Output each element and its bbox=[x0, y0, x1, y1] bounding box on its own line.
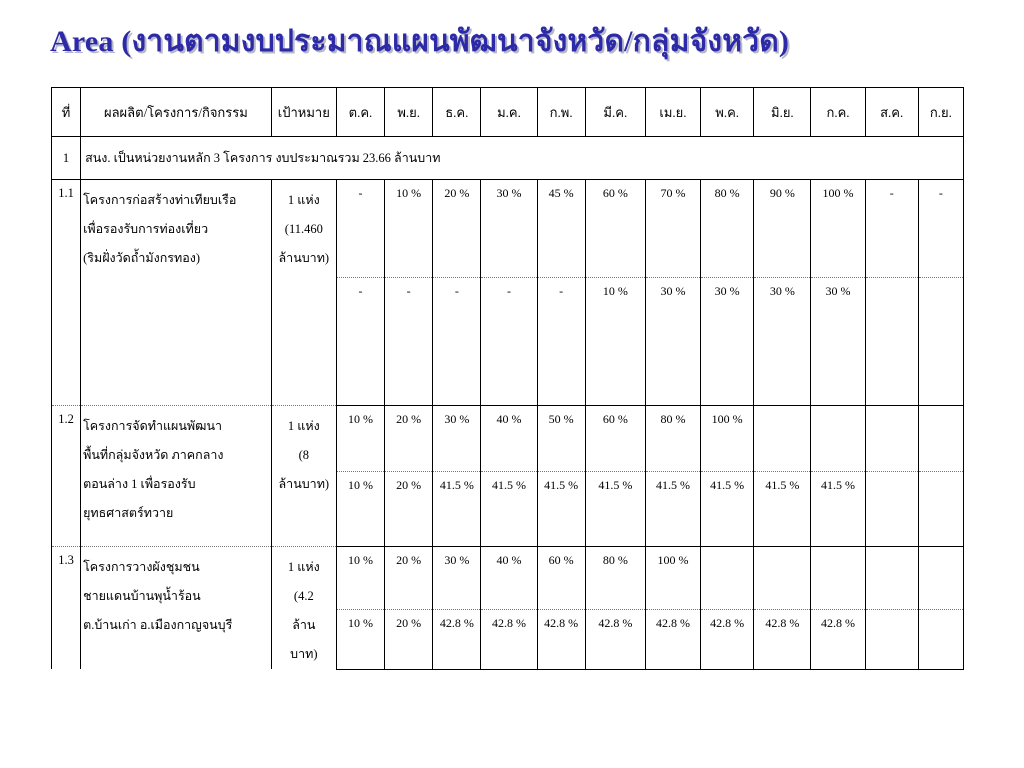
plan-cell: 20 % bbox=[385, 406, 433, 472]
header-cell: เป้าหมาย bbox=[271, 88, 336, 137]
project-plan-row bbox=[52, 547, 964, 610]
project-name-line: ตอนล่าง 1 เพื่อรองรับ bbox=[83, 477, 196, 491]
plan-cell: - bbox=[865, 180, 918, 278]
header-cell: มี.ค. bbox=[585, 88, 645, 137]
plan-cell: 10 % bbox=[385, 180, 433, 278]
project-goal bbox=[271, 547, 336, 670]
header-cell: มิ.ย. bbox=[754, 88, 811, 137]
plan-cell: - bbox=[336, 180, 384, 278]
actual-cell: - bbox=[537, 278, 585, 406]
header-cell: ผลผลิต/โครงการ/กิจกรรม bbox=[81, 88, 272, 137]
actual-cell bbox=[865, 472, 918, 547]
project-goal-line: ล้านบาท) bbox=[278, 477, 330, 491]
actual-cell: - bbox=[336, 278, 384, 406]
project-name bbox=[81, 406, 272, 547]
actual-cell: 41.5 % bbox=[701, 472, 754, 547]
project-name-line: ยุทธศาสตร์ทวาย bbox=[83, 506, 174, 520]
plan-cell: 60 % bbox=[585, 180, 645, 278]
plan-cell: 80 % bbox=[645, 406, 700, 472]
project-plan-row bbox=[52, 180, 964, 278]
plan-cell: 40 % bbox=[481, 406, 537, 472]
plan-cell bbox=[701, 547, 754, 610]
section-row bbox=[52, 137, 964, 180]
actual-cell: 42.8 % bbox=[811, 609, 865, 669]
project-name-line: ชายแดนบ้านพุน้ำร้อน bbox=[83, 589, 201, 603]
actual-cell: 30 % bbox=[754, 278, 811, 406]
actual-cell: 41.5 % bbox=[433, 472, 481, 547]
project-goal-line: ล้านบาท) bbox=[278, 251, 330, 265]
header-cell: ที่ bbox=[52, 88, 81, 137]
actual-cell: 30 % bbox=[701, 278, 754, 406]
project-goal-line: บาท) bbox=[290, 647, 318, 661]
actual-cell: 20 % bbox=[385, 472, 433, 547]
plan-cell bbox=[918, 406, 963, 472]
project-goal bbox=[271, 406, 336, 547]
actual-cell bbox=[918, 609, 963, 669]
plan-cell: 30 % bbox=[481, 180, 537, 278]
plan-cell: - bbox=[918, 180, 963, 278]
project-number: 1.3 bbox=[52, 547, 81, 670]
actual-cell: 42.8 % bbox=[433, 609, 481, 669]
project-name-line: โครงการวางผังชุมชน bbox=[83, 560, 200, 574]
plan-cell: 40 % bbox=[481, 547, 537, 610]
plan-cell: 80 % bbox=[585, 547, 645, 610]
header-cell: ก.พ. bbox=[537, 88, 585, 137]
section-number: 1 bbox=[52, 137, 81, 180]
plan-cell: 60 % bbox=[537, 547, 585, 610]
actual-cell: 20 % bbox=[385, 609, 433, 669]
plan-cell: 10 % bbox=[336, 406, 384, 472]
project-goal-line: ล้าน bbox=[292, 618, 316, 632]
actual-cell: 42.8 % bbox=[585, 609, 645, 669]
project-goal-line: 1 แห่ง bbox=[287, 560, 320, 574]
actual-cell: 41.5 % bbox=[585, 472, 645, 547]
plan-cell: 100 % bbox=[811, 180, 865, 278]
actual-cell: 42.8 % bbox=[645, 609, 700, 669]
actual-cell: 30 % bbox=[811, 278, 865, 406]
actual-cell: - bbox=[481, 278, 537, 406]
actual-cell bbox=[918, 472, 963, 547]
actual-cell: - bbox=[433, 278, 481, 406]
plan-cell: 100 % bbox=[645, 547, 700, 610]
actual-cell: 41.5 % bbox=[537, 472, 585, 547]
project-name bbox=[81, 180, 272, 406]
actual-cell: 42.8 % bbox=[754, 609, 811, 669]
header-cell: พ.ย. bbox=[385, 88, 433, 137]
plan-cell: 90 % bbox=[754, 180, 811, 278]
header-cell: พ.ค. bbox=[701, 88, 754, 137]
section-summary: สนง. เป็นหน่วยงานหลัก 3 โครงการ งบประมาณรวม 23.66 ล้านบาท bbox=[81, 137, 964, 180]
actual-cell: 10 % bbox=[336, 609, 384, 669]
plan-cell: 50 % bbox=[537, 406, 585, 472]
plan-cell bbox=[918, 547, 963, 610]
plan-cell: 30 % bbox=[433, 406, 481, 472]
plan-cell: 45 % bbox=[537, 180, 585, 278]
plan-cell: 20 % bbox=[385, 547, 433, 610]
plan-cell bbox=[754, 406, 811, 472]
plan-cell bbox=[865, 406, 918, 472]
actual-cell bbox=[865, 609, 918, 669]
plan-cell bbox=[754, 547, 811, 610]
project-name-line: ต.บ้านเก่า อ.เมืองกาญจนบุรี bbox=[83, 618, 233, 632]
actual-cell: 30 % bbox=[645, 278, 700, 406]
progress-plan-table bbox=[51, 87, 964, 670]
page-title: Area (งานตามงบประมาณแผนพัฒนาจังหวัด/กลุ่มจังหวัด) bbox=[50, 25, 790, 58]
header-row bbox=[52, 88, 964, 137]
plan-cell bbox=[811, 406, 865, 472]
project-name-line: (ริมฝั่งวัดถ้ำมังกรทอง) bbox=[83, 251, 201, 265]
actual-cell: 10 % bbox=[336, 472, 384, 547]
header-cell: ก.ย. bbox=[918, 88, 963, 137]
actual-cell: 41.5 % bbox=[811, 472, 865, 547]
project-goal-line: (4.2 bbox=[293, 589, 314, 603]
actual-cell: 41.5 % bbox=[754, 472, 811, 547]
project-goal-line: 1 แห่ง bbox=[287, 193, 320, 207]
project-name-line: เพื่อรองรับการท่องเที่ยว bbox=[83, 222, 209, 236]
actual-cell: 42.8 % bbox=[481, 609, 537, 669]
project-goal-line: (11.460 bbox=[284, 222, 323, 236]
plan-cell: 20 % bbox=[433, 180, 481, 278]
actual-cell bbox=[918, 278, 963, 406]
actual-cell: 42.8 % bbox=[701, 609, 754, 669]
header-cell: ต.ค. bbox=[336, 88, 384, 137]
actual-cell: 41.5 % bbox=[645, 472, 700, 547]
actual-cell: 41.5 % bbox=[481, 472, 537, 547]
project-goal bbox=[271, 180, 336, 406]
header-cell: เม.ย. bbox=[645, 88, 700, 137]
actual-cell: 42.8 % bbox=[537, 609, 585, 669]
header-cell: ม.ค. bbox=[481, 88, 537, 137]
plan-cell: 30 % bbox=[433, 547, 481, 610]
plan-cell bbox=[811, 547, 865, 610]
plan-cell: 10 % bbox=[336, 547, 384, 610]
actual-cell bbox=[865, 278, 918, 406]
actual-cell: 10 % bbox=[585, 278, 645, 406]
project-name-line: พื้นที่กลุ่มจังหวัด ภาคกลาง bbox=[83, 448, 224, 462]
plan-cell: 60 % bbox=[585, 406, 645, 472]
project-number: 1.1 bbox=[52, 180, 81, 406]
plan-cell: 100 % bbox=[701, 406, 754, 472]
project-goal-line: (8 bbox=[298, 448, 310, 462]
project-name bbox=[81, 547, 272, 670]
actual-cell: - bbox=[385, 278, 433, 406]
plan-cell: 80 % bbox=[701, 180, 754, 278]
plan-cell: 70 % bbox=[645, 180, 700, 278]
header-cell: ก.ค. bbox=[811, 88, 865, 137]
header-cell: ธ.ค. bbox=[433, 88, 481, 137]
header-cell: ส.ค. bbox=[865, 88, 918, 137]
project-plan-row bbox=[52, 406, 964, 472]
project-name-line: โครงการก่อสร้างท่าเทียบเรือ bbox=[83, 193, 237, 207]
plan-cell bbox=[865, 547, 918, 610]
project-number: 1.2 bbox=[52, 406, 81, 547]
project-goal-line: 1 แห่ง bbox=[287, 419, 320, 433]
project-name-line: โครงการจัดทำแผนพัฒนา bbox=[83, 419, 223, 433]
